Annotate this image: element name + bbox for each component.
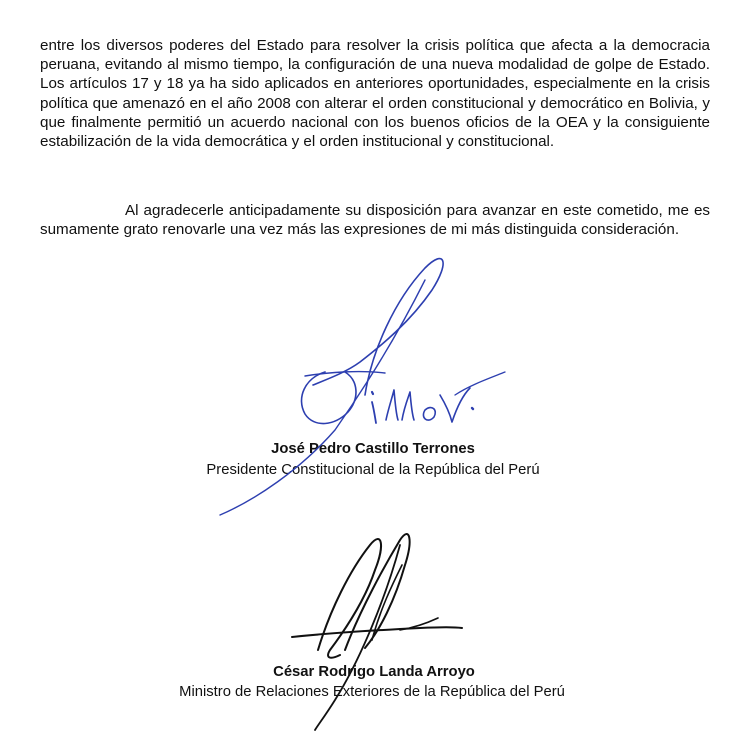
- minister-signature: [292, 534, 462, 730]
- closing-paragraph: Al agradecerle anticipadamente su disposición para avanzar en este cometido, me es sumamente grato renovarle una vez más las expresiones de mi más distinguida consideración.: [40, 202, 710, 239]
- signatory-title-minister: Ministro de Relaciones Exteriores de la República del Perú: [179, 684, 565, 700]
- signatory-name-president: José Pedro Castillo Terrones: [271, 441, 475, 457]
- signatory-title-president: Presidente Constitucional de la República del Perú: [206, 462, 540, 478]
- signatory-name-minister: César Rodrigo Landa Arroyo: [273, 664, 475, 680]
- body-paragraph-1: entre los diversos poderes del Estado para resolver la crisis política que afecta a la democracia peruana, evitando al mismo tiempo, la configuración de una nueva modalidad de golpe de Estado. Los artículos 17 y 18 ya ha sido aplicados en anteriores oportunidades, especialmente en la crisis política que amenazó en el año 2008 con alterar el orden constitucional y democrático en Bolivia, y que finalmente permitió un acuerdo nacional con los buenos oficios de la OEA y la consiguiente estabilización de la vida democrática y el orden institucional y constitucional.: [40, 37, 710, 151]
